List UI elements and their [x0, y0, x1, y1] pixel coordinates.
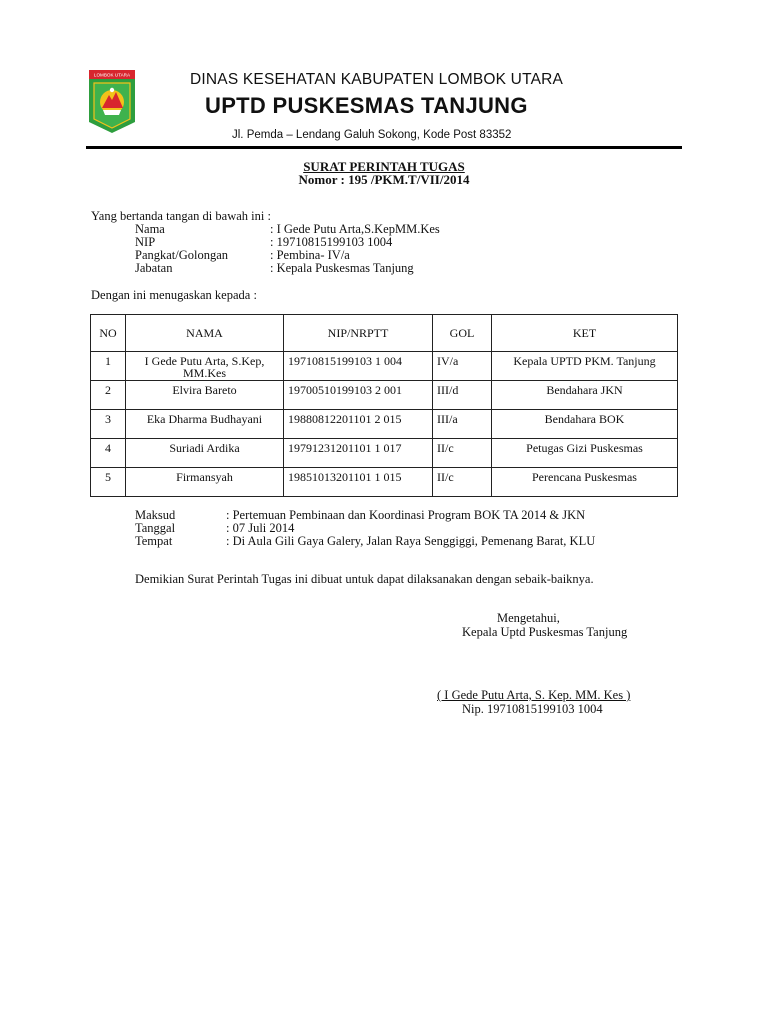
detail-label-tanggal: Tanggal — [135, 521, 176, 535]
assign-intro: Dengan ini menugaskan kepada : — [91, 288, 257, 302]
cell-nama: Suriadi Ardika — [126, 439, 284, 468]
cell-no: 5 — [91, 468, 126, 497]
table-row — [91, 439, 678, 468]
signer-position: Kepala Uptd Puskesmas Tanjung — [462, 625, 628, 639]
header-ket: KET — [492, 315, 678, 352]
header-no: NO — [91, 315, 126, 352]
department-name: DINAS KESEHATAN KABUPATEN LOMBOK UTARA — [190, 71, 564, 88]
regency-logo — [89, 70, 135, 134]
cell-no: 1 — [91, 352, 126, 381]
letter-number: Nomor : 195 /PKM.T/VII/2014 — [298, 172, 470, 187]
intro-text: Yang bertanda tangan di bawah ini : — [91, 209, 271, 223]
organization-name: UPTD PUSKESMAS TANJUNG — [205, 93, 528, 118]
header-nip: NIP/NRPTT — [284, 315, 433, 352]
detail-value-maksud: : Pertemuan Pembinaan dan Koordinasi Program BOK TA 2014 & JKN — [226, 508, 586, 522]
address-line: Jl. Pemda – Lendang Galuh Sokong, Kode Post 83352 — [232, 129, 512, 141]
acknowledge-text: Mengetahui, — [497, 611, 560, 625]
cell-gol: III/d — [433, 381, 492, 410]
cell-ket: Kepala UPTD PKM. Tanjung — [492, 352, 678, 381]
header-nama: NAMA — [126, 315, 284, 352]
table-row — [91, 410, 678, 439]
cell-nip: 19880812201101 2 015 — [284, 410, 433, 439]
cell-gol: III/a — [433, 410, 492, 439]
field-label-nip: NIP — [135, 235, 156, 249]
field-value-jabatan: : Kepala Puskesmas Tanjung — [270, 261, 414, 275]
cell-gol: II/c — [433, 439, 492, 468]
detail-value-tempat: : Di Aula Gili Gaya Galery, Jalan Raya Senggiggi, Pemenang Barat, KLU — [226, 534, 596, 548]
letter-title: SURAT PERINTAH TUGAS — [303, 159, 465, 174]
cell-nama: I Gede Putu Arta, S.Kep, MM.Kes — [126, 352, 284, 381]
cell-ket: Petugas Gizi Puskesmas — [492, 439, 678, 468]
detail-label-tempat: Tempat — [135, 534, 173, 548]
signer-name: ( I Gede Putu Arta, S. Kep. MM. Kes ) — [437, 688, 631, 702]
cell-ket: Bendahara BOK — [492, 410, 678, 439]
table-row — [91, 381, 678, 410]
cell-gol: II/c — [433, 468, 492, 497]
cell-nama: Elvira Bareto — [126, 381, 284, 410]
field-label-pangkat: Pangkat/Golongan — [135, 248, 229, 262]
header-gol: GOL — [433, 315, 492, 352]
field-label-nama: Nama — [135, 222, 165, 236]
cell-nip: 19791231201101 1 017 — [284, 439, 433, 468]
header-divider — [86, 146, 682, 149]
table-header-row — [91, 315, 678, 352]
cell-no: 3 — [91, 410, 126, 439]
table-row — [91, 468, 678, 497]
cell-nip: 19851013201101 1 015 — [284, 468, 433, 497]
cell-nip: 19700510199103 2 001 — [284, 381, 433, 410]
field-value-nip: : 19710815199103 1004 — [270, 235, 393, 249]
cell-ket: Perencana Puskesmas — [492, 468, 678, 497]
cell-nama: Eka Dharma Budhayani — [126, 410, 284, 439]
cell-nip: 19710815199103 1 004 — [284, 352, 433, 381]
cell-ket: Bendahara JKN — [492, 381, 678, 410]
detail-label-maksud: Maksud — [135, 508, 176, 522]
table-row — [91, 352, 678, 381]
field-value-pangkat: : Pembina- IV/a — [270, 248, 350, 262]
cell-nama: Firmansyah — [126, 468, 284, 497]
field-label-jabatan: Jabatan — [135, 261, 173, 275]
detail-value-tanggal: : 07 Juli 2014 — [226, 521, 295, 535]
assignment-table — [90, 314, 678, 497]
cell-no: 2 — [91, 381, 126, 410]
closing-text: Demikian Surat Perintah Tugas ini dibuat untuk dapat dilaksanakan dengan sebaik-baiknya. — [135, 572, 594, 586]
cell-gol: IV/a — [433, 352, 492, 381]
logo-text: LOMBOK UTARA — [93, 72, 131, 78]
field-value-nama: : I Gede Putu Arta,S.KepMM.Kes — [270, 222, 440, 236]
signer-nip: Nip. 19710815199103 1004 — [462, 702, 603, 716]
cell-no: 4 — [91, 439, 126, 468]
